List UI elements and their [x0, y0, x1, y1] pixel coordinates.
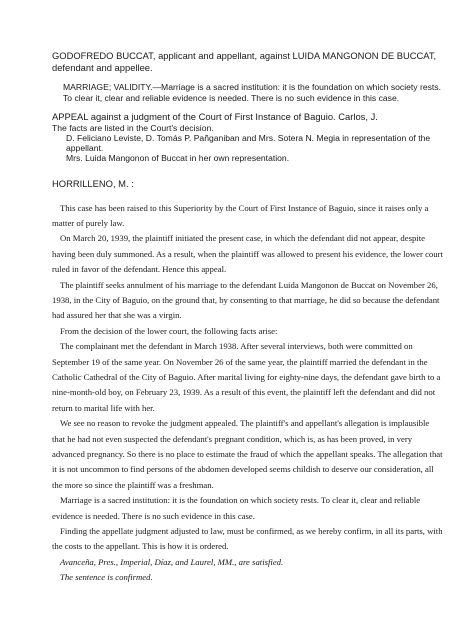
paragraph: Finding the appellate judgment adjusted to law, must be confirmed, as we hereby confirm, in all its parts, with the costs to the appellant. This is how it is ordered.	[52, 526, 443, 552]
paragraph: From the decision of the lower court, the following facts arise:	[60, 325, 278, 336]
decision-text	[52, 50, 444, 586]
counsel-appellant: D. Feliciano Leviste, D. Tomás P. Pañganiban and Mrs. Sotera N. Megia in representation of the appellant.	[66, 132, 431, 153]
counsel-appellee: Mrs. Luida Mangonon of Buccat in her own representation.	[66, 152, 290, 163]
concurrence-line: Avanceña, Pres., Imperial, Díaz, and Laurel, MM., are satisfied.	[60, 556, 284, 567]
paragraph: The complainant met the defendant in March 1938. After several interviews, both were committed on September 19 of the same year. On November 26 of the same year, the plaintiff married the defendant in the Catholic Cathedral of the City of Baguio. After marital living for eighty-nine days, the defendant gave birth to a nine-month-old boy, on February 23, 1939. As a result of this event, the plaintiff left the defendant and did not return to marital life with her.	[52, 341, 441, 413]
paragraph: Marriage is a sacred institution: it is the foundation on which society rests. To clear it, clear and reliable evidence is needed. There is no such evidence in this case.	[52, 495, 421, 521]
case-caption: GODOFREDO BUCCAT, applicant and appellant, against LUIDA MANGONON DE BUCCAT, defendant and appellee.	[52, 50, 437, 73]
paragraph: We see no reason to revoke the judgment appealed. The plaintiff's and appellant's allegation is implausible that he had not even suspected the defendant's pregnant condition, which is, as has been proved, in very advanced pregnancy. So there is no place to estimate the fraud of which the appellant speaks. The allegation that it is not uncommon to find persons of the abdomen developed seems childish to deserve our consideration, all the more so since the plaintiff was a freshman.	[52, 418, 443, 490]
paragraph: On March 20, 1939, the plaintiff initiated the present case, in which the defendant did not appear, despite having been duly summoned. As a result, when the plaintiff was allowed to present his evidence, the lower court ruled in favor of the defendant. Hence this appeal.	[52, 233, 443, 275]
appeal-line: APPEAL against a judgment of the Court of First Instance of Baguio. Carlos, J.	[52, 111, 378, 122]
disposition-line: The sentence is confirmed.	[60, 572, 153, 583]
syllabus: MARRIAGE; VALIDITY.—Marriage is a sacred institution: it is the foundation on which society rests. To clear it, clear and reliable evidence is needed. There is no such evidence in this case.	[63, 82, 441, 103]
paragraph: The plaintiff seeks annulment of his marriage to the defendant Luida Mangonon de Buccat on November 26, 1938, in the City of Baguio, on the ground that, by consenting to that marriage, he did so because the defendant had assured her that she was a virgin.	[52, 279, 440, 321]
paragraph: This case has been raised to this Superiority by the Court of First Instance of Baguio, since it raises only a matter of purely law.	[52, 202, 429, 228]
ponente: HORRILLENO, M. :	[52, 177, 134, 189]
facts-note: The facts are listed in the Court's decision.	[52, 122, 214, 133]
